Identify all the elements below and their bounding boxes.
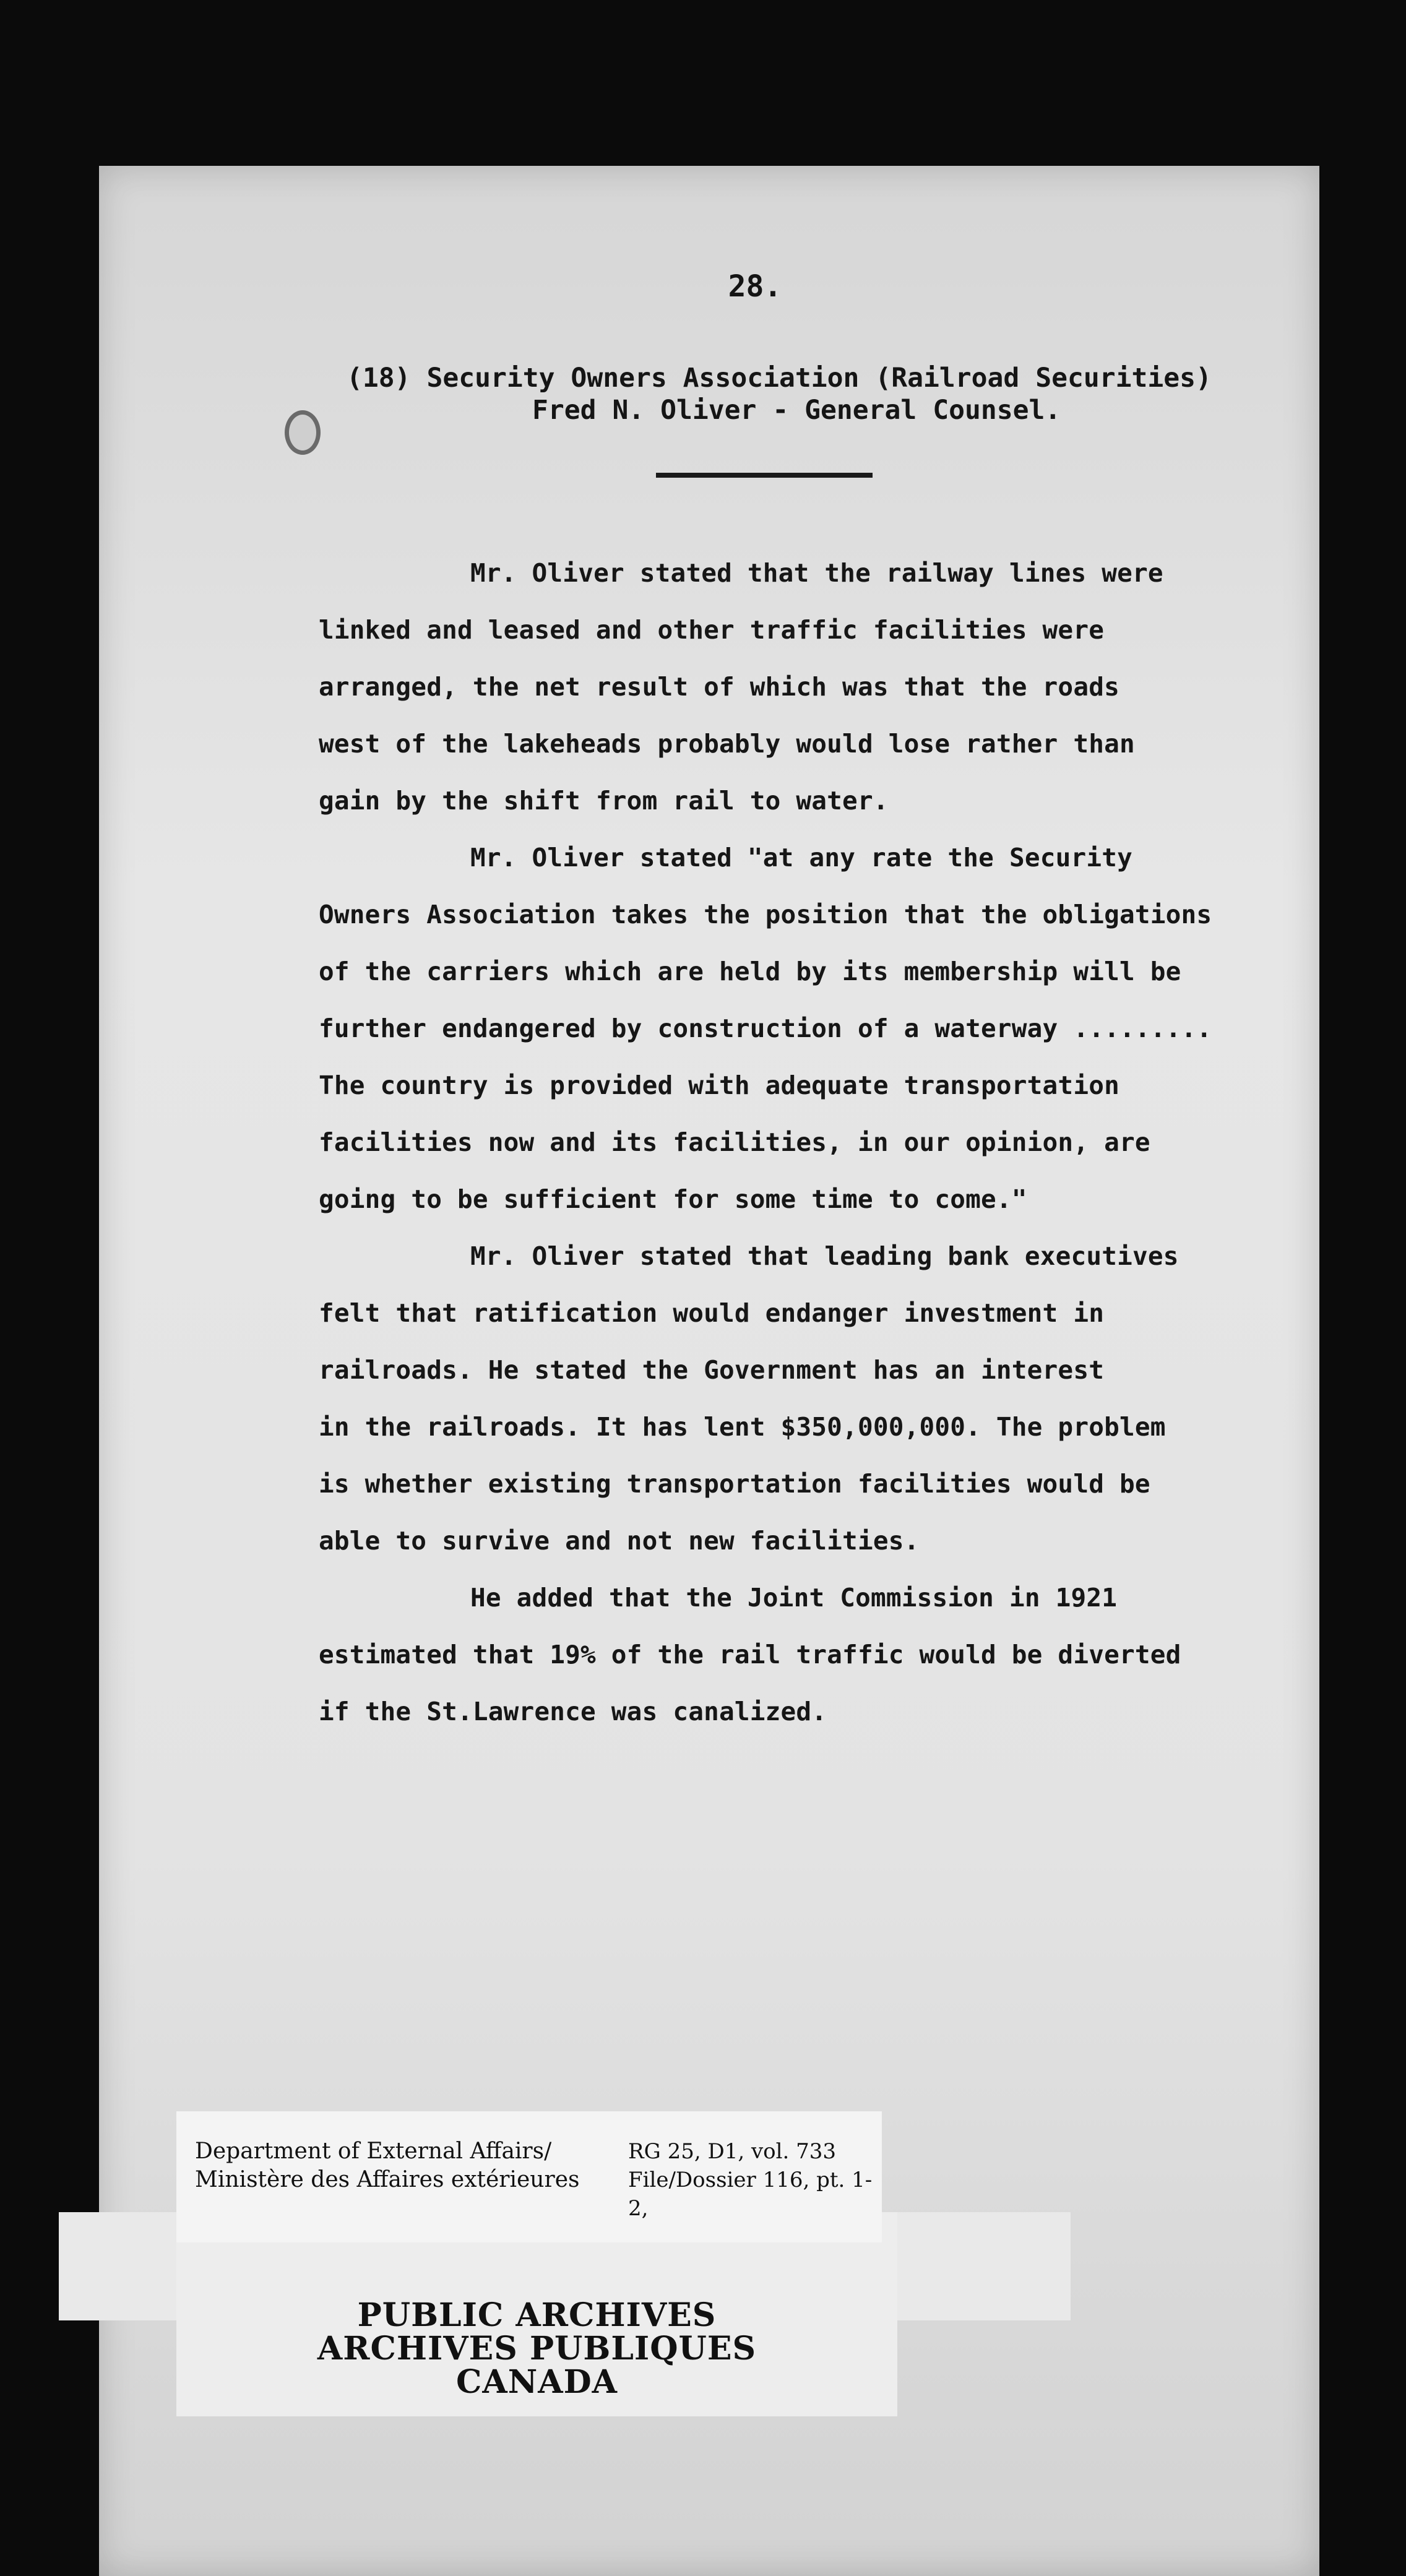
text-line: estimated that 19% of the rail traffic would be diverted <box>319 1640 1181 1669</box>
punch-hole <box>285 410 321 455</box>
text-line: west of the lakeheads probably would lose rather than <box>319 729 1135 759</box>
text-line: arranged, the net result of which was that the roads <box>319 672 1119 702</box>
reference-line-1: RG 25, D1, vol. 733 <box>628 2139 837 2164</box>
text-line: facilities now and its facilities, in our opinion, are <box>319 1127 1150 1157</box>
archive-reference-card <box>176 2111 882 2242</box>
heading-rule <box>656 473 873 478</box>
text-line: gain by the shift from rail to water. <box>319 786 889 816</box>
stamp-line-1: PUBLIC ARCHIVES <box>357 2296 717 2334</box>
stamp-line-3: CANADA <box>455 2363 618 2401</box>
text-line: felt that ratification would endanger investment in <box>319 1298 1105 1328</box>
paragraph-2 <box>319 829 1222 1228</box>
stamp-line-2: ARCHIVES PUBLIQUES <box>317 2330 757 2367</box>
text-line: Owners Association takes the position that the obligations <box>319 900 1212 929</box>
heading-line-1: (18) Security Owners Association (Railroad Securities) <box>347 363 1212 394</box>
file-reference <box>628 2137 876 2223</box>
text-line: going to be sufficient for some time to come." <box>319 1184 1027 1214</box>
department-line-1: Department of External Affairs/ <box>195 2139 552 2164</box>
text-line: able to survive and not new facilities. <box>319 1526 920 1556</box>
text-line: Mr. Oliver stated "at any rate the Security <box>470 843 1133 872</box>
text-line: of the carriers which are held by its membership will be <box>319 957 1181 986</box>
text-line: further endangered by construction of a waterway ......... <box>319 1014 1212 1043</box>
heading-line-2: Fred N. Oliver - General Counsel. <box>532 395 1061 426</box>
text-line: in the railroads. It has lent $350,000,000. The problem <box>319 1412 1166 1442</box>
archive-stamp <box>59 2212 1071 2416</box>
stamp-strip-left <box>59 2212 176 2320</box>
text-line: He added that the Joint Commission in 1921 <box>470 1583 1118 1613</box>
text-line: Mr. Oliver stated that the railway lines were <box>470 558 1163 588</box>
paragraph-1 <box>319 545 1222 829</box>
stamp-text <box>176 2296 897 2401</box>
stamp-strip-right <box>897 2212 1071 2320</box>
department-line-2: Ministère des Affaires extérieures <box>195 2167 580 2192</box>
text-line: Mr. Oliver stated that leading bank executives <box>470 1241 1179 1271</box>
paragraph-3 <box>319 1228 1222 1569</box>
section-heading <box>347 362 1225 426</box>
text-line: is whether existing transportation facilities would be <box>319 1469 1150 1499</box>
text-line: railroads. He stated the Government has an interest <box>319 1355 1105 1385</box>
department-name <box>195 2137 591 2194</box>
body-text <box>319 545 1222 1740</box>
text-line: if the St.Lawrence was canalized. <box>319 1697 827 1726</box>
text-line: The country is provided with adequate transportation <box>319 1070 1119 1100</box>
paragraph-4 <box>319 1569 1222 1740</box>
text-line: linked and leased and other traffic facilities were <box>319 615 1105 645</box>
reference-line-2: File/Dossier 116, pt. 1-2, <box>628 2168 873 2221</box>
page-number: 28. <box>728 269 782 304</box>
